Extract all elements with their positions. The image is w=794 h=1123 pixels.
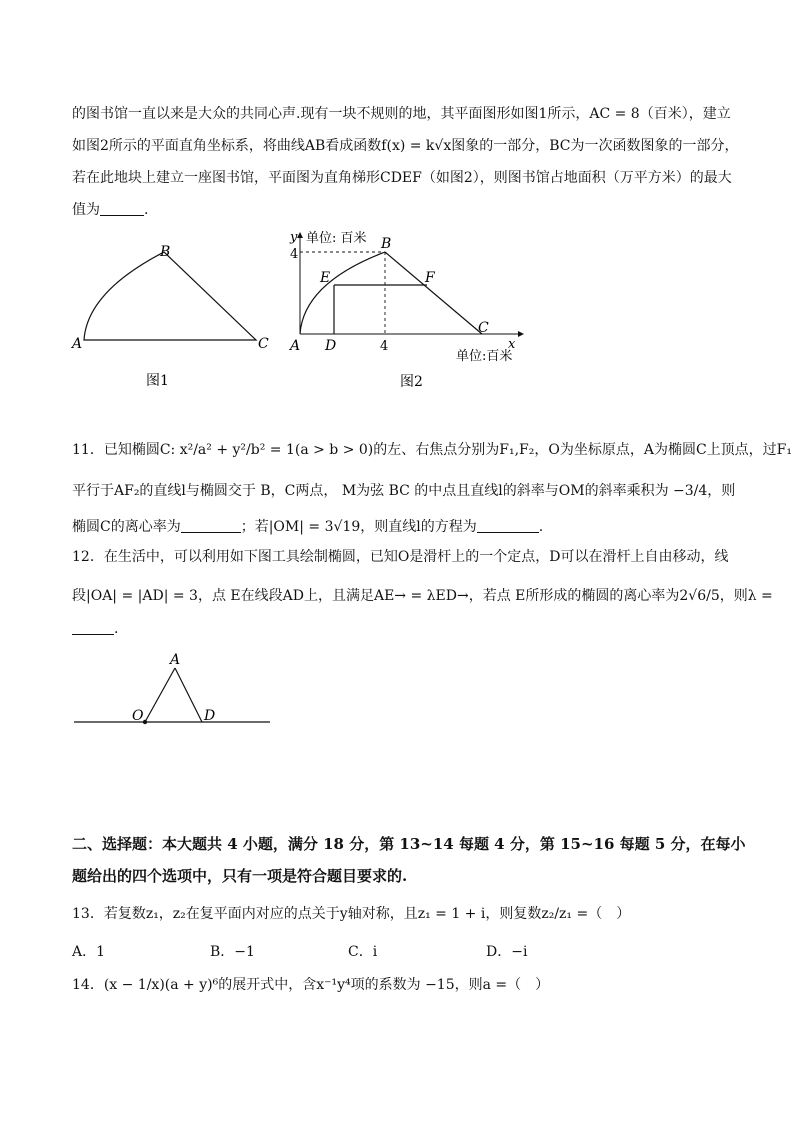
fig3-label-A: A: [170, 652, 181, 668]
q13-option-C[interactable]: C．i: [348, 944, 378, 960]
fig1-label-B: B: [160, 244, 171, 260]
q11-prefix: 椭圆C的离心率为: [72, 519, 181, 535]
fig2-x-label: x: [508, 337, 516, 352]
fig2-unit-y: 单位: 百米: [306, 231, 367, 246]
q10-line-2: 如图2所示的平面直角坐标系，将曲线AB看成函数f(x) = k√x图象的一部分，BC为一次函数图象的一部分，: [72, 138, 739, 154]
fig3-segment-OA: [145, 668, 175, 722]
q11-end: .: [538, 519, 544, 535]
fig2-label-F: F: [425, 270, 435, 286]
section-2-heading-line-1: 二、选择题：本大题共 4 小题，满分 18 分，第 13~14 每题 4 分，第 15~16 每题 5 分，在每小: [72, 835, 746, 853]
fig3-label-D: D: [204, 708, 216, 724]
fig2-label-E: E: [320, 270, 331, 286]
fig2-label-C: C: [478, 320, 489, 336]
fig2-caption: 图2: [400, 374, 423, 390]
q12-line-3: [72, 620, 118, 638]
q10-line-3: 若在此地块上建立一座图书馆，平面图为直角梯形CDEF（如图2），则图书馆占地面积（万平方米）的最大: [72, 170, 732, 186]
q13-option-B[interactable]: B．−1: [210, 944, 255, 960]
q10-line-1: 的图书馆一直以来是大众的共同心声.现有一块不规则的地，其平面图形如图1所示，AC = 8（百米），建立: [72, 106, 731, 122]
q11-blank-2[interactable]: [477, 518, 539, 533]
q12-line-1: 12．在生活中，可以利用如下图工具绘制椭圆，已知O是滑杆上的一个定点，D可以在滑杆上自由移动，线: [72, 549, 729, 565]
fig2-label-D: D: [325, 338, 337, 354]
fig2-curve-AB: [300, 252, 385, 334]
q10-answer-blank[interactable]: [100, 201, 144, 216]
fig1-caption: 图1: [146, 373, 169, 389]
q14-stem: 14．(x − 1/x)(a + y)⁶的展开式中，含x⁻¹y⁴项的系数为 −15，则a =（ ）: [72, 977, 550, 993]
q11-blank-1[interactable]: [181, 518, 241, 533]
figure-3: [70, 650, 280, 735]
q11-line-2: 平行于AF₂的直线l与椭圆交于 B，C两点， M为弦 BC 的中点且直线l的斜率与OM的斜率乘积为 −3/4，则: [72, 483, 736, 499]
section-2-heading-line-2: 题给出的四个选项中，只有一项是符合题目要求的.: [72, 867, 408, 885]
q13-option-A[interactable]: A．1: [72, 944, 106, 960]
figure-2: [280, 226, 540, 390]
fig2-label-A: A: [290, 338, 301, 354]
fig3-segment-AD: [175, 668, 202, 722]
fig2-y-arrow: [297, 232, 303, 238]
fig2-line-BC: [385, 252, 482, 334]
q12-end: .: [114, 621, 119, 637]
fig2-tick-x: 4: [380, 339, 389, 354]
fig3-label-O: O: [132, 708, 144, 724]
q12-answer-blank[interactable]: [72, 620, 114, 635]
q11-line-1: 11．已知椭圆C: x²/a² + y²/b² = 1(a > b > 0)的左、右焦点分别为F₁,F₂，O为坐标原点，A为椭圆C上顶点，过F₁: [72, 442, 792, 458]
q10-answer-prefix: 值为: [72, 202, 100, 218]
fig2-label-B: B: [381, 236, 392, 252]
fig1-label-C: C: [258, 336, 269, 352]
q10-line-4: 值为 .: [72, 202, 149, 218]
fig1-label-A: A: [72, 336, 83, 352]
q11-line-3: [72, 518, 543, 536]
q12-line-2: 段|OA| = |AD| = 3，点 E在线段AD上，且满足AE→ = λED→，若点 E所形成的椭圆的离心率为2√6/5，则λ =: [72, 588, 773, 604]
q13-stem: 13．若复数z₁，z₂在复平面内对应的点关于y轴对称，且z₁ = 1 + i，则复数z₂/z₁ =（ ）: [72, 906, 631, 922]
q13-option-D[interactable]: D．−i: [486, 944, 528, 960]
fig2-tick-y: 4: [290, 247, 299, 262]
fig2-x-arrow: [518, 331, 524, 337]
q11-middle: ；若|OM| = 3√19，则直线l的方程为: [240, 519, 477, 535]
fig2-unit-x: 单位:百米: [456, 349, 513, 364]
figure-1: [70, 240, 280, 390]
fig2-y-label: y: [290, 230, 298, 245]
fig1-shape: [84, 252, 256, 340]
